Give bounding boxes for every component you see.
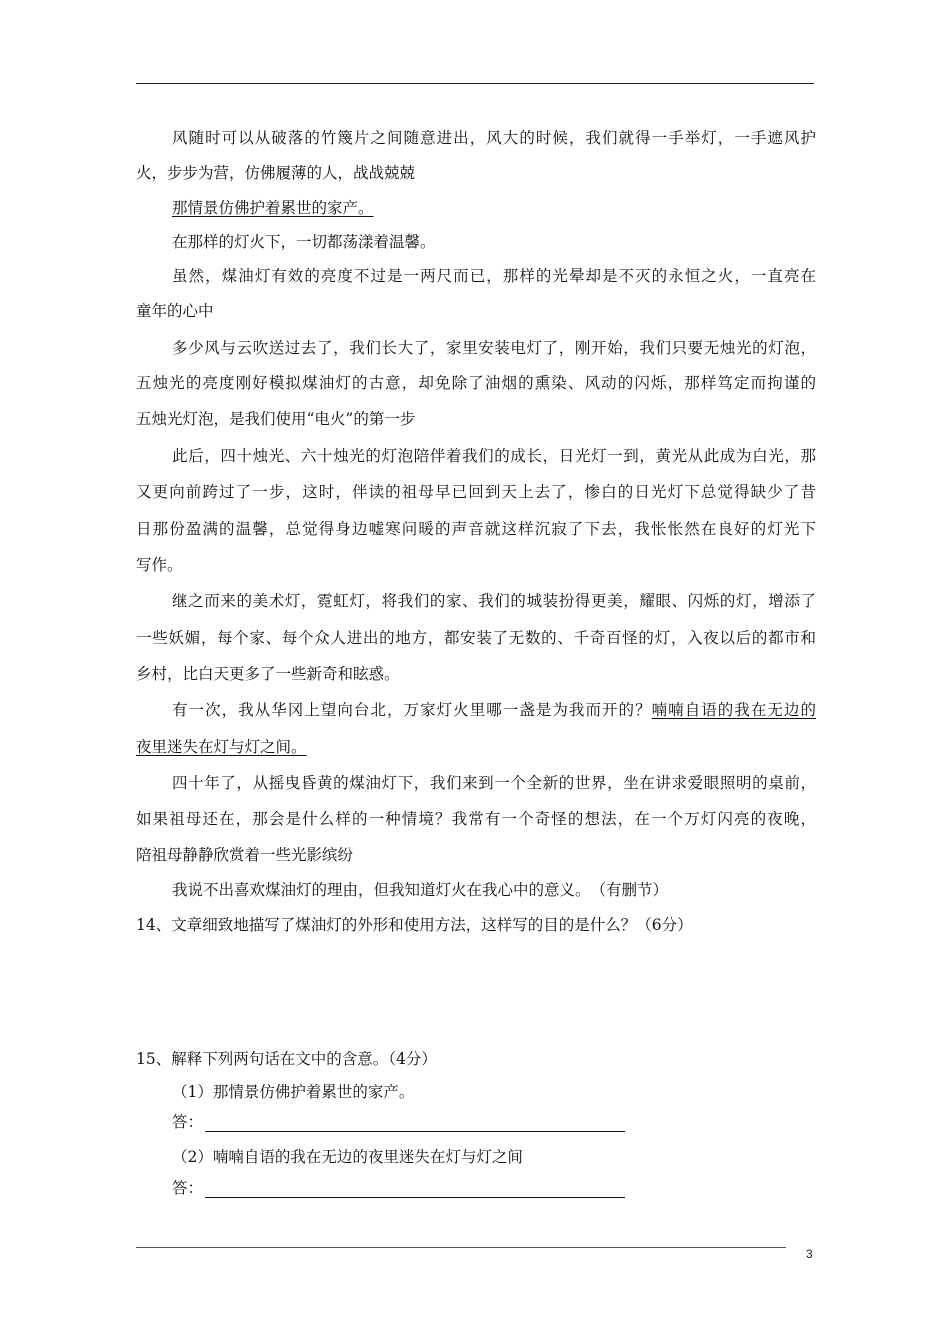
passage-line: 四十年了，从摇曳昏黄的煤油灯下，我们来到一个全新的世界，坐在讲求爱眼照明的桌前， (172, 774, 816, 792)
answer-blank-2[interactable] (205, 1179, 625, 1198)
passage-line: 此后，四十烛光、六十烛光的灯泡陪伴着我们的成长，日光灯一到，黄光从此成为白光，那 (172, 447, 816, 465)
passage-line: 我说不出喜欢煤油灯的理由，但我知道灯火在我心中的意义。 （有删节） (172, 881, 669, 899)
passage-line: 继之而来的美术灯，霓虹灯，将我们的家、我们的城装扮得更美，耀眼、闪烁的灯，增添了 (172, 592, 816, 610)
passage-line: 又更向前跨过了一步，这时，伴读的祖母早已回到天上去了，惨白的日光灯下总觉得缺少了昔 (136, 483, 816, 501)
passage-line-underlined (172, 198, 816, 218)
passage-line: 童年的心中 (136, 302, 214, 320)
answer-row-2 (172, 1178, 852, 1198)
underlined-sentence-2a: 喃喃自语的我在无边的 (651, 701, 816, 719)
question-14: 14、文章细致地描写了煤油灯的外形和使用方法，这样写的目的是什么？（6分） (136, 916, 693, 934)
passage-line: 虽然，煤油灯有效的亮度不过是一两尺而已，那样的光晕却是不灭的永恒之火，一直亮在 (172, 267, 816, 285)
question-15-item-2: （2）喃喃自语的我在无边的夜里迷失在灯与灯之间 (172, 1148, 523, 1166)
passage-line: 写作。 (136, 556, 183, 574)
answer-blank-1[interactable] (205, 1113, 625, 1132)
page-number: 3 (806, 1247, 813, 1261)
passage-line: 五烛光的亮度刚好模拟煤油灯的古意，却免除了油烟的熏染、风动的闪烁，那样笃定而拘谨的 (136, 374, 816, 392)
passage-line: 五烛光灯泡，是我们使用“电火”的第一步 (136, 410, 416, 428)
passage-text: 有一次，我从华冈上望向台北，万家灯火里哪一盏是为我而开的？ (172, 701, 652, 719)
footer-rule (136, 1247, 786, 1248)
answer-row-1 (172, 1112, 852, 1132)
passage-line: 陪祖母静静欣赏着一些光影缤纷 (136, 846, 354, 864)
passage-line: 日那份盈满的温馨，总觉得身边嘘寒问暖的声音就这样沉寂了下去，我怅怅然在良好的灯光下 (136, 520, 816, 538)
passage-line: 风随时可以从破落的竹篾片之间随意进出，风大的时候，我们就得一手举灯，一手遮风护 (172, 129, 816, 147)
passage-line: 多少风与云吹送过去了，我们长大了，家里安装电灯了，刚开始，我们只要无烛光的灯泡， (172, 339, 816, 357)
question-15-item-1: （1）那情景仿佛护着累世的家产。 (172, 1083, 415, 1101)
header-rule (136, 83, 814, 84)
answer-label: 答： (172, 1113, 204, 1131)
passage-line: 如果祖母还在，那会是什么样的一种情境？我常有一个奇怪的想法，在一个万灯闪亮的夜晚， (136, 810, 816, 828)
passage-line: 在那样的灯火下，一切都荡漾着温馨。 (172, 233, 436, 251)
passage-line-underlined (136, 737, 816, 757)
question-15: 15、解释下列两句话在文中的含意。（4分） (136, 1050, 437, 1068)
answer-label: 答： (172, 1179, 204, 1197)
underlined-sentence-1: 那情景仿佛护着累世的家产。 (172, 199, 374, 217)
underlined-sentence-2b: 夜里迷失在灯与灯之间。 (136, 738, 307, 756)
passage-line (172, 700, 816, 720)
passage-line: 一些妖媚，每个家、每个众人进出的地方，都安装了无数的、千奇百怪的灯，入夜以后的都市和 (136, 629, 816, 647)
passage-line: 乡村，比白天更多了一些新奇和眩惑。 (136, 665, 400, 683)
passage-line: 火，步步为营，仿佛履薄的人，战战兢兢 (136, 164, 416, 182)
